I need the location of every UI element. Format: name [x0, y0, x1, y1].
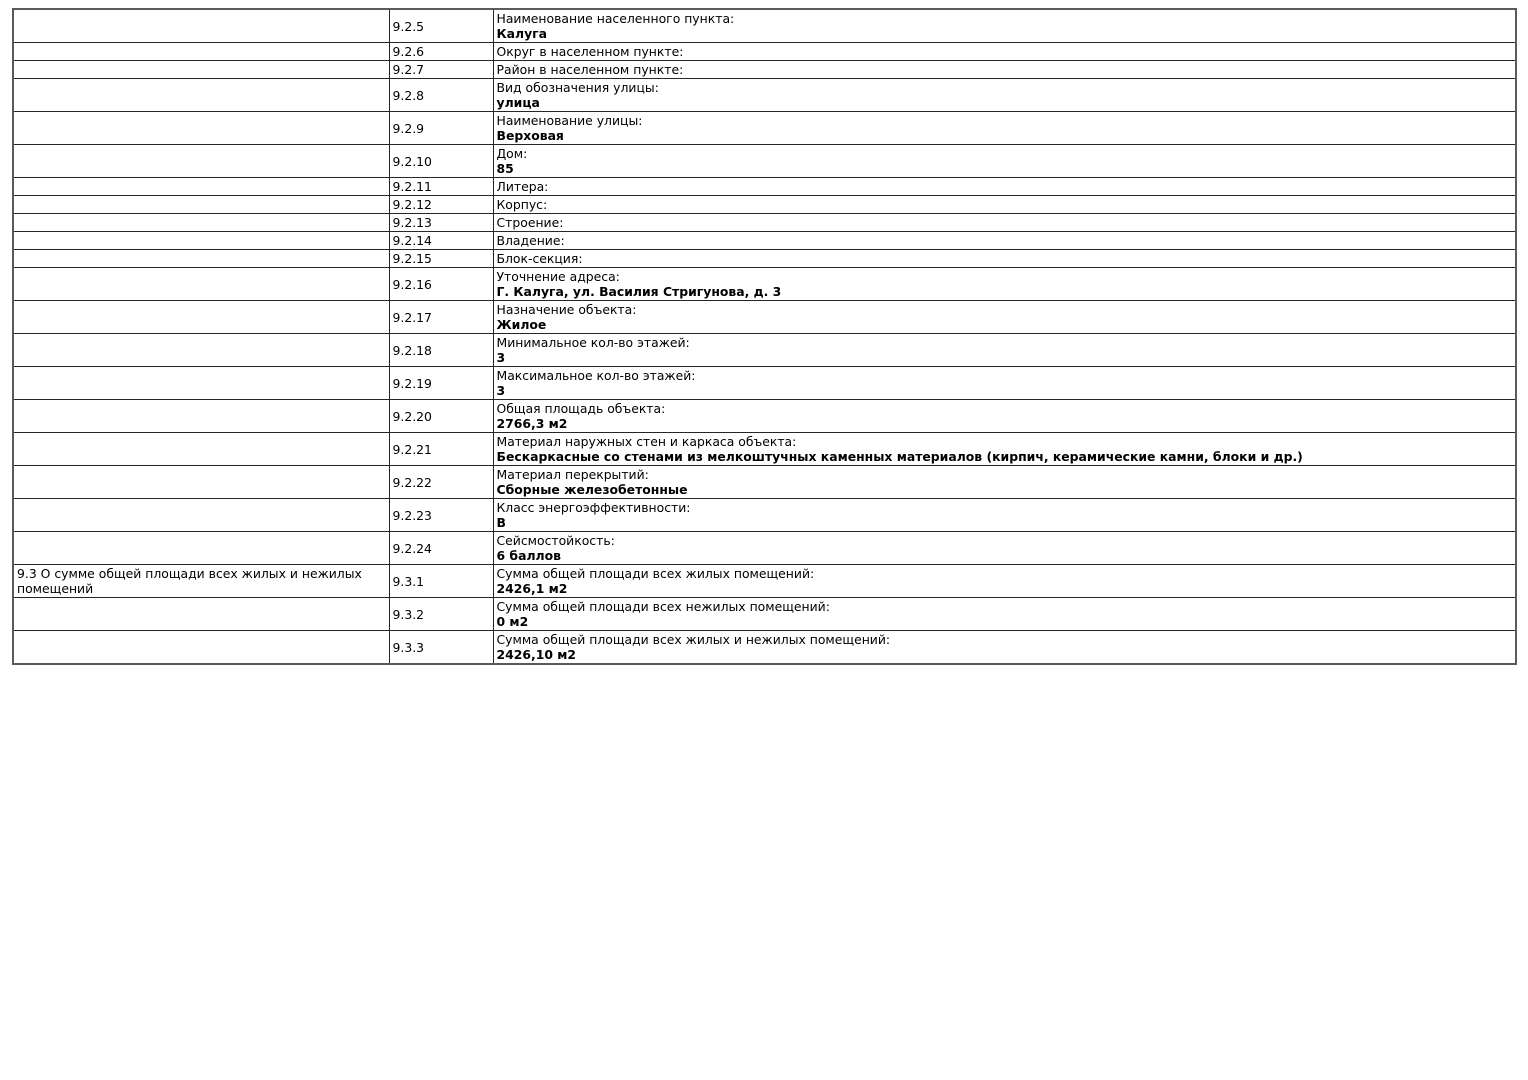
field-value: 85	[496, 161, 514, 176]
table-row	[13, 145, 1516, 178]
field-cell	[493, 178, 1516, 196]
field-label: Строение:	[496, 215, 564, 230]
row-number-cell	[389, 301, 493, 334]
section-cell	[13, 214, 389, 232]
field-label: Блок-секция:	[496, 251, 583, 266]
field-cell	[493, 43, 1516, 61]
field-cell	[493, 268, 1516, 301]
field-label: Округ в населенном пункте:	[496, 44, 684, 59]
section-cell	[13, 61, 389, 79]
row-number: 9.2.11	[392, 179, 432, 194]
field-value: 3	[496, 383, 506, 398]
row-number: 9.2.9	[392, 120, 425, 136]
row-number-cell	[389, 250, 493, 268]
table-row	[13, 334, 1516, 367]
table-row	[13, 433, 1516, 466]
field-label: Наименование населенного пункта:	[496, 11, 735, 26]
row-number: 9.2.20	[392, 408, 432, 424]
table-row	[13, 631, 1516, 665]
field-cell	[493, 145, 1516, 178]
row-number: 9.3.2	[392, 606, 425, 622]
row-number: 9.2.8	[392, 87, 425, 103]
field-value: 2766,3 м2	[496, 416, 568, 431]
table-row	[13, 301, 1516, 334]
row-number: 9.2.16	[392, 276, 432, 292]
row-number-cell	[389, 499, 493, 532]
field-cell	[493, 250, 1516, 268]
row-number-cell	[389, 196, 493, 214]
field-label: Сейсмостойкость:	[496, 533, 615, 548]
section-cell	[13, 499, 389, 532]
table-row	[13, 466, 1516, 499]
field-value: 6 баллов	[496, 548, 561, 563]
field-cell	[493, 400, 1516, 433]
section-cell	[13, 268, 389, 301]
field-cell	[493, 466, 1516, 499]
section-cell	[13, 532, 389, 565]
field-cell	[493, 598, 1516, 631]
field-label: Литера:	[496, 179, 549, 194]
field-cell	[493, 565, 1516, 598]
row-number-cell	[389, 433, 493, 466]
row-number: 9.2.18	[392, 342, 432, 358]
table-row	[13, 367, 1516, 400]
table-row	[13, 112, 1516, 145]
field-cell	[493, 232, 1516, 250]
row-number-cell	[389, 466, 493, 499]
section-cell	[13, 367, 389, 400]
field-label: Владение:	[496, 233, 565, 248]
section-cell	[13, 79, 389, 112]
row-number: 9.3.1	[392, 573, 425, 589]
section-cell	[13, 400, 389, 433]
field-value: 2426,1 м2	[496, 581, 568, 596]
row-number-cell	[389, 367, 493, 400]
field-cell	[493, 61, 1516, 79]
section-cell	[13, 466, 389, 499]
row-number-cell	[389, 112, 493, 145]
field-value: 0 м2	[496, 614, 529, 629]
field-value: Калуга	[496, 26, 547, 41]
section-cell	[13, 43, 389, 61]
row-number-cell	[389, 532, 493, 565]
row-number-cell	[389, 214, 493, 232]
row-number-cell	[389, 400, 493, 433]
declaration-table	[12, 8, 1517, 665]
row-number: 9.2.13	[392, 215, 432, 230]
section-cell	[13, 565, 389, 598]
field-cell	[493, 214, 1516, 232]
field-label: Материал перекрытий:	[496, 467, 649, 482]
row-number-cell	[389, 232, 493, 250]
row-number: 9.2.7	[392, 62, 425, 77]
table-row	[13, 61, 1516, 79]
section-cell	[13, 232, 389, 250]
table-row	[13, 532, 1516, 565]
table-row	[13, 499, 1516, 532]
field-label: Максимальное кол-во этажей:	[496, 368, 696, 383]
table-row	[13, 565, 1516, 598]
section-cell	[13, 250, 389, 268]
row-number-cell	[389, 61, 493, 79]
field-label: Корпус:	[496, 197, 548, 212]
field-value: 3	[496, 350, 506, 365]
field-label: Сумма общей площади всех жилых помещений:	[496, 566, 815, 581]
field-cell	[493, 112, 1516, 145]
section-cell	[13, 112, 389, 145]
field-label: Класс энергоэффективности:	[496, 500, 691, 515]
table-row	[13, 9, 1516, 43]
field-label: Сумма общей площади всех нежилых помещений:	[496, 599, 830, 614]
field-value: Г. Калуга, ул. Василия Стригунова, д. 3	[496, 284, 782, 299]
table-row	[13, 598, 1516, 631]
field-label: Район в населенном пункте:	[496, 62, 684, 77]
table-row	[13, 232, 1516, 250]
field-cell	[493, 79, 1516, 112]
row-number: 9.2.22	[392, 474, 432, 490]
row-number: 9.2.10	[392, 153, 432, 169]
field-cell	[493, 301, 1516, 334]
field-label: Дом:	[496, 146, 528, 161]
field-cell	[493, 433, 1516, 466]
field-cell	[493, 499, 1516, 532]
section-cell	[13, 145, 389, 178]
field-cell	[493, 334, 1516, 367]
table-row	[13, 79, 1516, 112]
field-value: Жилое	[496, 317, 547, 332]
field-value: В	[496, 515, 506, 530]
field-cell	[493, 532, 1516, 565]
row-number-cell	[389, 334, 493, 367]
field-label: Минимальное кол-во этажей:	[496, 335, 690, 350]
field-label: Уточнение адреса:	[496, 269, 620, 284]
section-cell	[13, 433, 389, 466]
table-row	[13, 250, 1516, 268]
row-number: 9.2.23	[392, 507, 432, 523]
row-number: 9.2.17	[392, 309, 432, 325]
field-label: Сумма общей площади всех жилых и нежилых помещений:	[496, 632, 891, 647]
table-row	[13, 214, 1516, 232]
field-label: Вид обозначения улицы:	[496, 80, 659, 95]
row-number: 9.2.21	[392, 441, 432, 457]
row-number-cell	[389, 268, 493, 301]
field-cell	[493, 631, 1516, 665]
row-number-cell	[389, 9, 493, 43]
section-cell	[13, 334, 389, 367]
table-row	[13, 196, 1516, 214]
section-cell	[13, 178, 389, 196]
field-label: Общая площадь объекта:	[496, 401, 666, 416]
field-value: Верховая	[496, 128, 564, 143]
row-number-cell	[389, 79, 493, 112]
row-number-cell	[389, 145, 493, 178]
table-row	[13, 268, 1516, 301]
table-row	[13, 400, 1516, 433]
field-cell	[493, 367, 1516, 400]
field-cell	[493, 9, 1516, 43]
table-row	[13, 43, 1516, 61]
field-value: улица	[496, 95, 540, 110]
row-number: 9.2.24	[392, 540, 432, 556]
field-cell	[493, 196, 1516, 214]
section-cell	[13, 9, 389, 43]
row-number: 9.3.3	[392, 639, 425, 655]
section-cell	[13, 598, 389, 631]
row-number: 9.2.5	[392, 18, 425, 34]
section-label: 9.3 О сумме общей площади всех жилых и нежилых помещений	[17, 566, 362, 596]
row-number: 9.2.19	[392, 375, 432, 391]
declaration-table-body	[13, 9, 1516, 664]
table-row	[13, 178, 1516, 196]
row-number-cell	[389, 43, 493, 61]
row-number-cell	[389, 565, 493, 598]
row-number-cell	[389, 598, 493, 631]
row-number-cell	[389, 178, 493, 196]
field-label: Материал наружных стен и каркаса объекта:	[496, 434, 797, 449]
field-value: Бескаркасные со стенами из мелкоштучных каменных материалов (кирпич, керамические камни, блоки и др.)	[496, 449, 1303, 464]
section-cell	[13, 631, 389, 665]
field-label: Назначение объекта:	[496, 302, 637, 317]
section-cell	[13, 301, 389, 334]
field-value: Сборные железобетонные	[496, 482, 688, 497]
row-number-cell	[389, 631, 493, 665]
row-number: 9.2.15	[392, 251, 432, 266]
field-value: 2426,10 м2	[496, 647, 576, 662]
row-number: 9.2.12	[392, 197, 432, 212]
row-number: 9.2.14	[392, 233, 432, 248]
row-number: 9.2.6	[392, 44, 425, 59]
field-label: Наименование улицы:	[496, 113, 643, 128]
section-cell	[13, 196, 389, 214]
